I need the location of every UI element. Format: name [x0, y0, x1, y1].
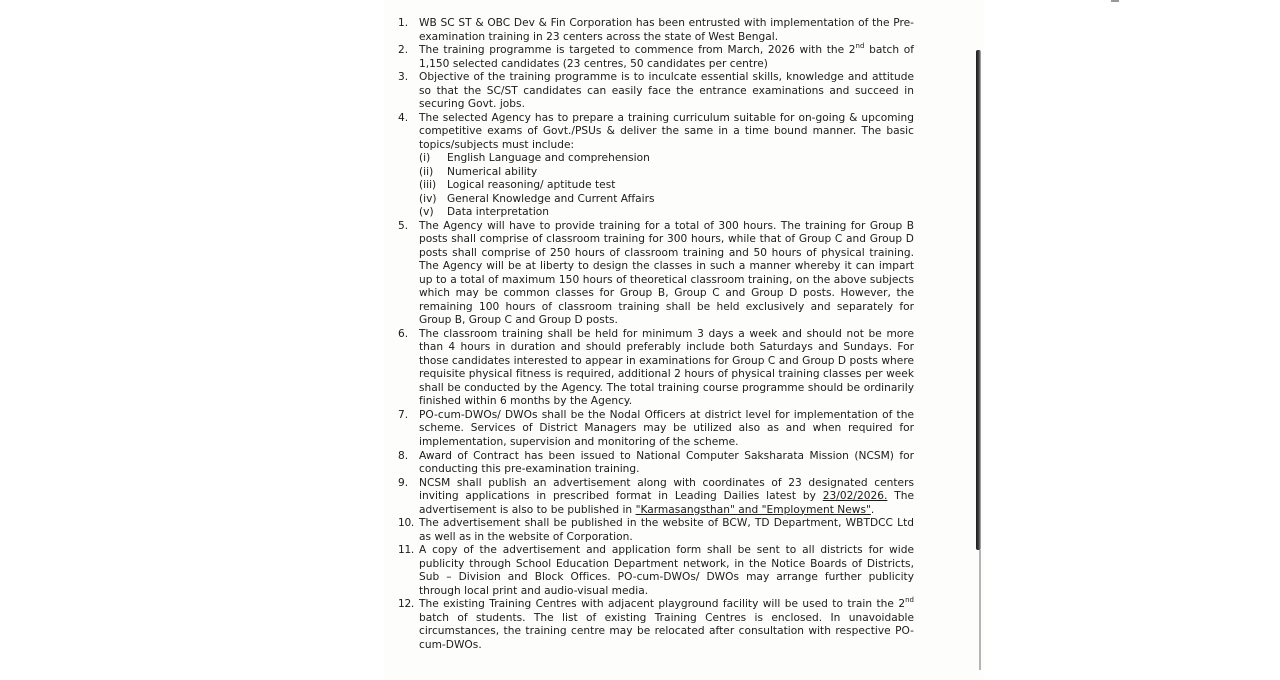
item-text: The existing Training Centres with adjacent playground facility will be used to train the 2nd batch of students. The list of existing Training Centres is enclosed. In unavoidable circumstances, the training centre may be relocated after consultation with respective PO-cum-DWOs. [419, 595, 914, 651]
item-text: The training programme is targeted to commence from March, 2026 with the 2nd batch of 1,150 selected candidates (23 centres, 50 candidates per centre) [419, 41, 914, 70]
page-edge-shadow [976, 50, 981, 550]
list-item-3 [398, 71, 914, 112]
corner-mark [1111, 0, 1119, 2]
item-number: 5. [398, 219, 409, 232]
list-item-12 [398, 595, 914, 652]
list-item-11 [398, 544, 914, 598]
list-item-4 [398, 112, 914, 220]
item-number: 2. [398, 44, 409, 57]
item-number: 7. [398, 408, 409, 421]
item-text: NCSM shall publish an advertisement along with coordinates of 23 designated centers inviting applications in prescribed format in Leading Dailies latest by 23/02/2026. The advertisement is also to be published in "Karmasangsthan" and "Employment News". [419, 476, 914, 516]
list-item-5 [398, 220, 914, 328]
list-item-9 [398, 477, 914, 518]
item-text: Objective of the training programme is to inculcate essential skills, knowledge and attitude so that the SC/ST candidates can easily face the entrance examinations and succeed in securing Govt. jobs. [419, 71, 914, 111]
subitem: (iii) Logical reasoning/ aptitude test [419, 179, 616, 192]
subitem: (ii) Numerical ability [419, 165, 538, 178]
item-number: 8. [398, 449, 409, 462]
subitem: (i) English Language and comprehension [419, 152, 650, 165]
item-number: 10. [398, 517, 414, 530]
page-edge-shadow-lower [979, 550, 981, 670]
subitem: (v) Data interpretation [419, 206, 550, 219]
subitem: (iv) General Knowledge and Current Affairs [419, 192, 655, 205]
item-text: The selected Agency has to prepare a training curriculum suitable for on-going & upcoming competitive exams of Govt./PSUs & deliver the same in a time bound manner. The basic topics/subjects must include: (i) English Language and comprehension (ii) Numerical ability (iii) Logical reasoning/ aptitude test (iv) General Knowledge and Current Affairs (v) Data interpretation [419, 111, 914, 219]
list-item-7 [398, 409, 914, 450]
list-item-1 [398, 17, 914, 44]
item-number: 4. [398, 111, 409, 124]
item-text: PO-cum-DWOs/ DWOs shall be the Nodal Officers at district level for implementation of the scheme. Services of District Managers may be utilized also as and when required for implementation, supervision and monitoring of the scheme. [419, 408, 914, 448]
item-text: The Agency will have to provide training for a total of 300 hours. The training for Group B posts shall comprise of classroom training for 300 hours, while that of Group C and Group D posts shall comprise of 250 hours of classroom training and 50 hours of physical training. The Agency will be at liberty to design the classes in such a manner whereby it can impart up to a total of maximum 150 hours of theoretical classroom training, on the above subjects which may be common classes for Group B, Group C and Group D posts. However, the remaining 100 hours of classroom training shall be held exclusively and separately for Group B, Group C and Group D posts. [419, 219, 914, 327]
item-number: 9. [398, 476, 409, 489]
item-text: The classroom training shall be held for minimum 3 days a week and should not be more than 4 hours in duration and should preferably include both Saturdays and Sundays. For those candidates interested to appear in examinations for Group C and Group D posts where requisite physical fitness is required, additional 2 hours of physical training classes per week shall be conducted by the Agency. The total training course programme should be ordinarily finished within 6 months by the Agency. [419, 327, 914, 408]
document-body [398, 17, 914, 652]
item-text: Award of Contract has been issued to National Computer Saksharata Mission (NCSM) for conducting this pre-examination training. [419, 449, 914, 476]
item-text: WB SC ST & OBC Dev & Fin Corporation has been entrusted with implementation of the Pre-examination training in 23 centers across the state of West Bengal. [419, 17, 914, 43]
list-item-2 [398, 41, 914, 71]
list-item-10 [398, 517, 914, 544]
item-text: The advertisement shall be published in the website of BCW, TD Department, WBTDCC Ltd as well as in the website of Corporation. [419, 517, 914, 543]
item-number: 1. [398, 17, 409, 29]
list-item-6 [398, 328, 914, 409]
item-number: 3. [398, 71, 409, 84]
item-number: 6. [398, 327, 409, 340]
item-number: 12. [398, 598, 414, 611]
item-number: 11. [398, 544, 414, 557]
list-item-8 [398, 450, 914, 477]
item-text: A copy of the advertisement and application form shall be sent to all districts for wide publicity through School Education Department network, in the Notice Boards of Districts, Sub – Division and Block Offices. PO-cum-DWOs/ DWOs may arrange further publicity through local print and audio-visual media. [419, 544, 914, 597]
